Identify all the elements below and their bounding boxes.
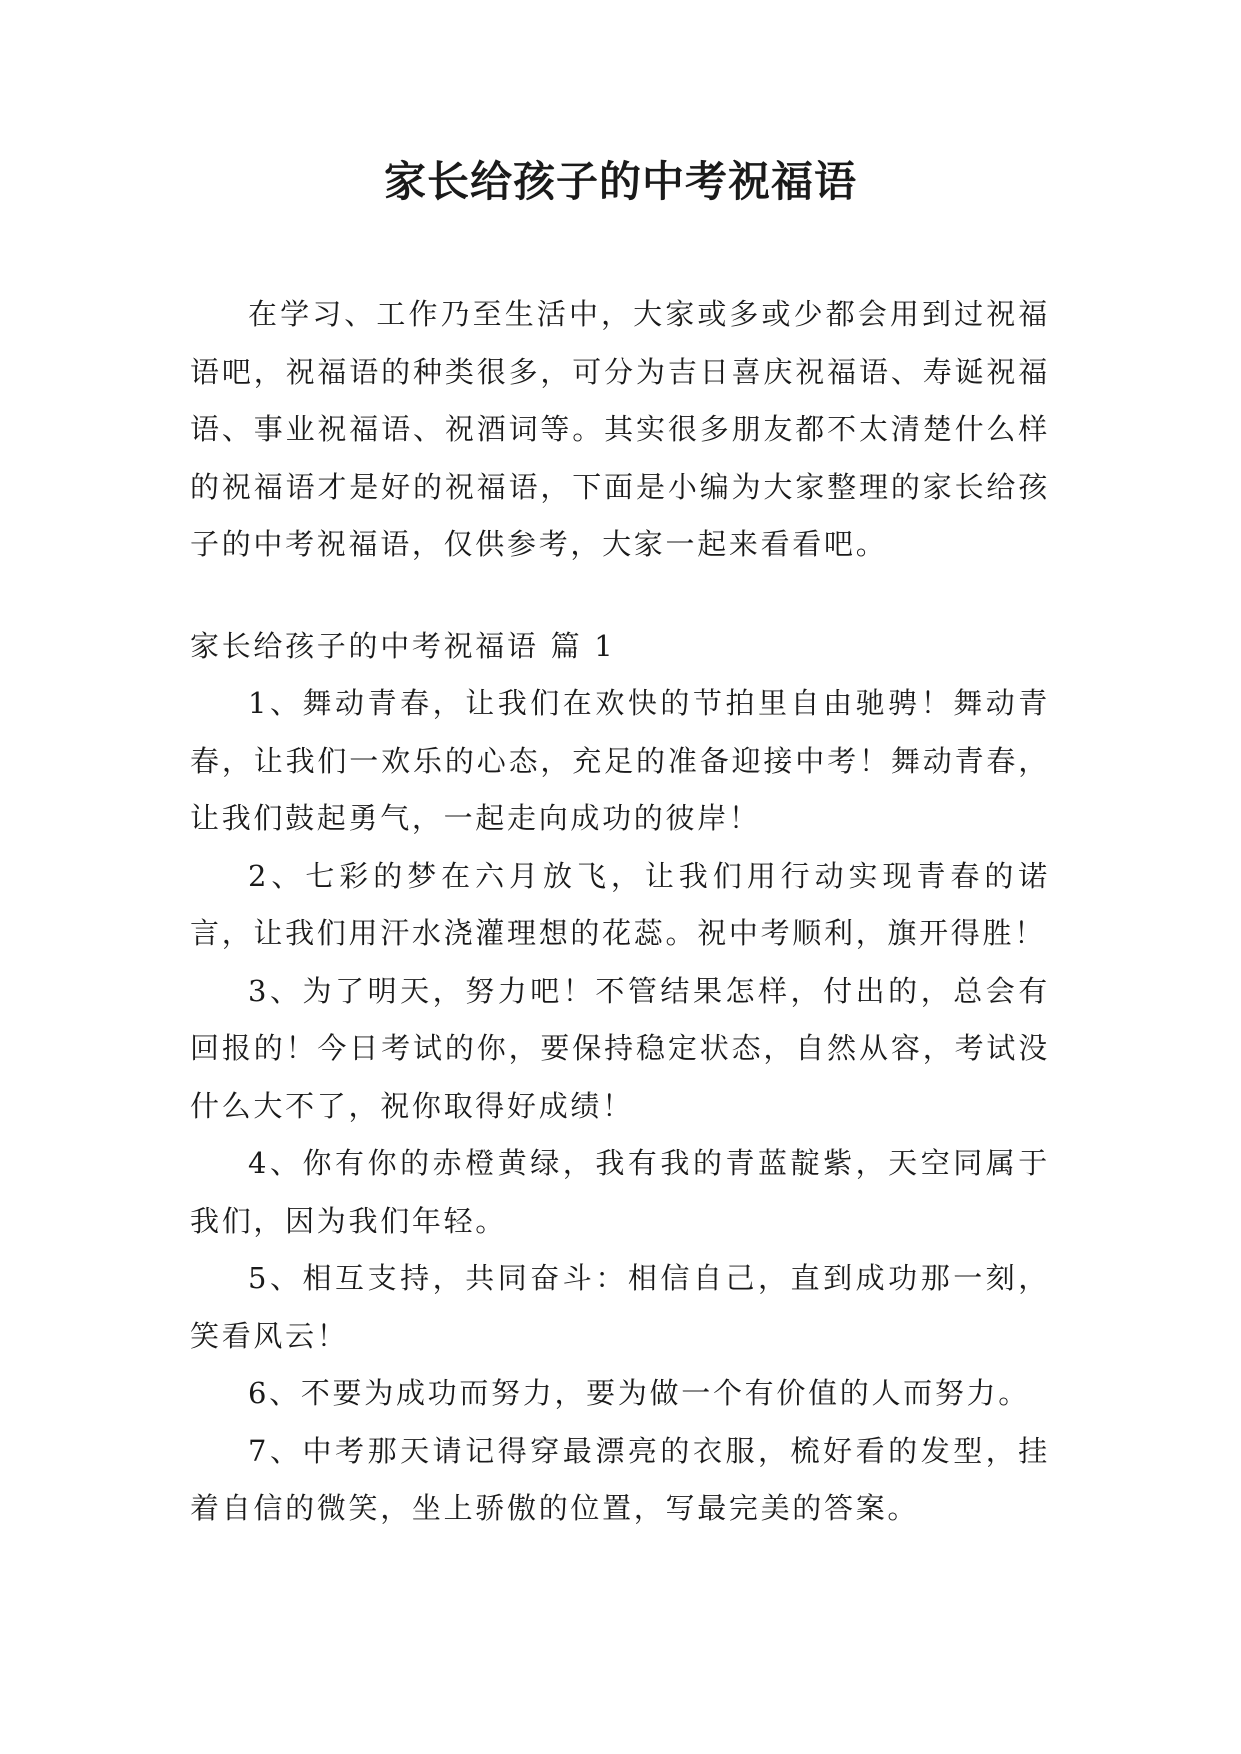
blessing-item-6: 6、不要为成功而努力，要为做一个有价值的人而努力。: [248, 1376, 1030, 1410]
blessing-item-2: 2、七彩的梦在六月放飞，让我们用行动实现青春的诺言，让我们用汗水浇灌理想的花蕊。祝中考顺利，旗开得胜！: [190, 858, 1050, 950]
intro-paragraph: 在学习、工作乃至生活中，大家或多或少都会用到过祝福语吧，祝福语的种类很多，可分为吉日喜庆祝福语、寿诞祝福语、事业祝福语、祝酒词等。其实很多朋友都不太清楚什么样的祝福语才是好的祝福语，下面是小编为大家整理的家长给孩子的中考祝福语，仅供参考，大家一起来看看吧。: [190, 297, 1050, 561]
document-body: [190, 286, 1050, 1538]
blessing-item-1: 1、舞动青春，让我们在欢快的节拍里自由驰骋！舞动青春，让我们一欢乐的心态，充足的准备迎接中考！舞动青春，让我们鼓起勇气，一起走向成功的彼岸！: [190, 686, 1050, 835]
blessing-item-7: 7、中考那天请记得穿最漂亮的衣服，梳好看的发型，挂着自信的微笑，坐上骄傲的位置，写最完美的答案。: [190, 1433, 1050, 1525]
document-title: 家长给孩子的中考祝福语: [383, 157, 857, 206]
blessing-item-5: 5、相互支持，共同奋斗：相信自己，直到成功那一刻，笑看风云！: [190, 1261, 1050, 1353]
section-heading: 家长给孩子的中考祝福语 篇 1: [190, 628, 616, 663]
blessing-item-4: 4、你有你的赤橙黄绿，我有我的青蓝靛紫，天空同属于我们，因为我们年轻。: [190, 1146, 1050, 1238]
blessing-item-3: 3、为了明天，努力吧！不管结果怎样，付出的，总会有回报的！今日考试的你，要保持稳定状态，自然从容，考试没什么大不了，祝你取得好成绩！: [190, 973, 1050, 1123]
